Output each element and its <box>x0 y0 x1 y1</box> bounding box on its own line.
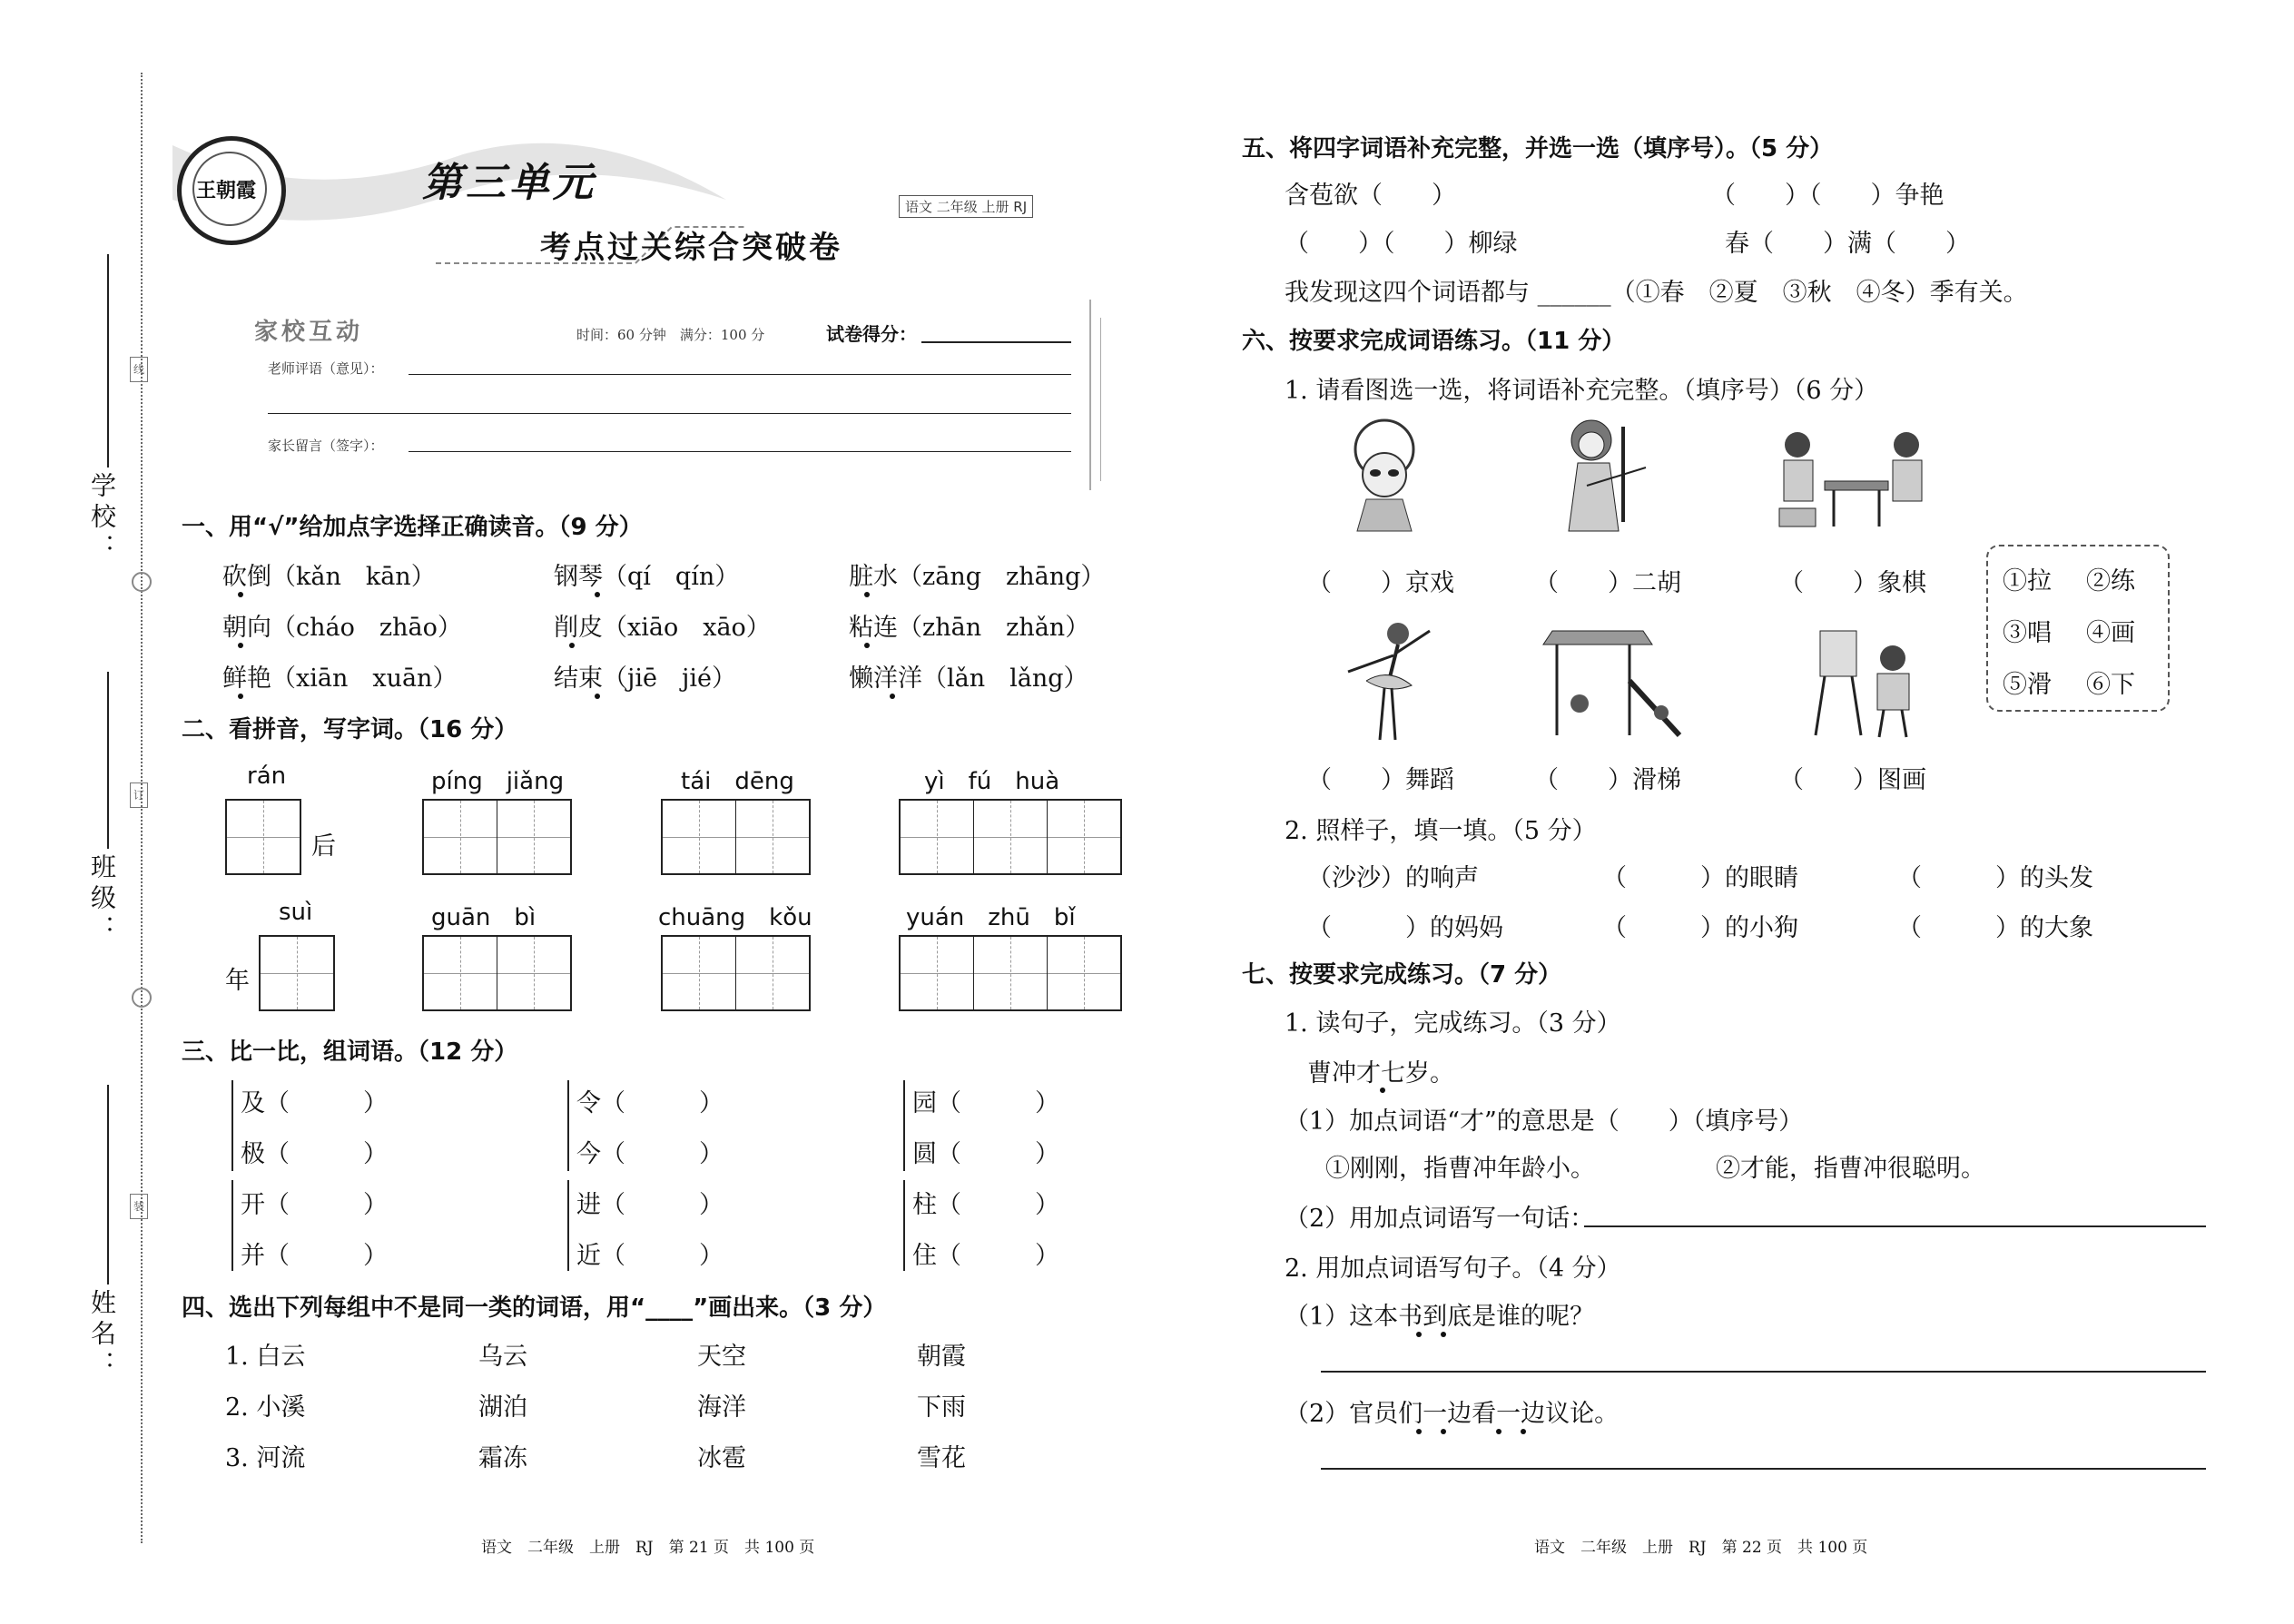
idiom-blank[interactable]: （ ）（ ）柳绿 <box>1285 230 1518 258</box>
logo-text: 王朝霞 <box>196 179 257 202</box>
binding-margin <box>0 0 145 1624</box>
answer-line[interactable] <box>1321 1371 2206 1373</box>
group-bracket <box>903 1180 905 1271</box>
emphasis-dot <box>1380 1088 1385 1093</box>
pattern-blank[interactable]: （ ）的大象 <box>1897 914 2093 942</box>
pinyin-choice[interactable]: 懒洋洋（lǎn lǎng） <box>849 664 1088 693</box>
option: ⑥下 <box>2086 671 2135 699</box>
teacher-comment-line[interactable] <box>268 413 1071 414</box>
parent-comment-line[interactable] <box>409 451 1071 452</box>
pinyin-choice[interactable]: 砍倒（kǎn kān） <box>222 563 436 591</box>
section-3-title: 三、比一比，组词语。（12 分） <box>182 1038 518 1066</box>
binding-mark-zhuang: 装 <box>130 1194 148 1219</box>
emphasis-dot <box>864 643 870 648</box>
word-blank[interactable]: 近（ ） <box>576 1242 724 1270</box>
ballet-dancer-icon <box>1330 617 1439 744</box>
section-7-title: 七、按要求完成练习。（7 分） <box>1242 961 1562 989</box>
option: ②练 <box>2086 567 2135 595</box>
question-7-1-2: （2）用加点词语写一句话： <box>1285 1205 1595 1233</box>
pinyin-prompt: chuāng kǒu <box>658 904 812 931</box>
grid-prefix: 年 <box>225 967 250 995</box>
writing-grid[interactable] <box>661 935 811 1011</box>
word-blank[interactable]: 及（ ） <box>241 1089 388 1117</box>
word-option[interactable]: 天空 <box>697 1343 746 1371</box>
family-school-heading: 家校互动 <box>254 319 364 346</box>
picture-word-blank[interactable]: （ ）滑梯 <box>1534 766 1681 794</box>
word-blank[interactable]: 并（ ） <box>241 1242 388 1270</box>
question-6-1: 1. 请看图选一选，将词语补充完整。（填序号）（6 分） <box>1285 377 1879 405</box>
word-option[interactable]: 1. 白云 <box>225 1343 306 1371</box>
divider <box>1089 300 1091 490</box>
pinyin-prompt: guān bì <box>431 904 537 931</box>
divider <box>1100 318 1101 481</box>
word-blank[interactable]: 今（ ） <box>576 1140 724 1168</box>
word-option[interactable]: 海洋 <box>697 1393 746 1422</box>
emphasis-dot <box>595 592 600 597</box>
unit-title: 第三单元 <box>422 160 596 206</box>
emphasis-dot <box>1416 1429 1422 1434</box>
binding-mark-ding: 订 <box>130 782 148 808</box>
pinyin-choice[interactable]: 粘连（zhān zhǎn） <box>849 614 1090 642</box>
cut-line <box>141 73 143 1543</box>
question-7-2-2: （2）官员们一边看一边议论。 <box>1285 1400 1620 1428</box>
word-option[interactable]: 下雨 <box>917 1393 966 1422</box>
word-option[interactable]: 朝霞 <box>917 1343 966 1371</box>
word-blank[interactable]: 圆（ ） <box>912 1140 1059 1168</box>
pinyin-prompt: tái dēng <box>681 768 794 795</box>
word-option[interactable]: 雪花 <box>917 1444 966 1472</box>
option: ⑤滑 <box>2003 671 2052 699</box>
group-bracket <box>567 1080 569 1171</box>
class-field[interactable] <box>107 672 109 849</box>
pinyin-prompt: píng jiǎng <box>431 768 565 795</box>
emphasis-dot <box>238 592 243 597</box>
writing-grid[interactable] <box>899 935 1122 1011</box>
example-sentence: 曹冲才七岁。 <box>1307 1059 1454 1088</box>
idiom-blank[interactable]: 春（ ）满（ ） <box>1725 230 1970 258</box>
writing-grid[interactable] <box>225 799 301 875</box>
idiom-blank[interactable]: （ ）（ ）争艳 <box>1711 182 1944 210</box>
pattern-blank[interactable]: （ ）的头发 <box>1897 864 2093 892</box>
answer-line[interactable] <box>1321 1468 2206 1470</box>
word-option[interactable]: 3. 河流 <box>225 1444 306 1472</box>
section-1-title: 一、用“√”给加点字选择正确读音。（9 分） <box>182 514 643 541</box>
picture-word-blank[interactable]: （ ）象棋 <box>1779 569 1926 597</box>
parent-comment-label: 家长留言（签字）： <box>268 438 384 454</box>
emphasis-dot <box>569 643 575 648</box>
picture-word-blank[interactable]: （ ）图画 <box>1779 766 1926 794</box>
picture-word-blank[interactable]: （ ）舞蹈 <box>1307 766 1454 794</box>
option: ④画 <box>2086 619 2135 647</box>
school-field[interactable] <box>107 254 109 468</box>
option: ③唱 <box>2003 619 2052 647</box>
emphasis-dot <box>890 694 895 699</box>
emphasis-dot <box>1416 1332 1422 1337</box>
word-blank[interactable]: 极（ ） <box>241 1140 388 1168</box>
word-blank[interactable]: 令（ ） <box>576 1089 724 1117</box>
opera-mask-icon <box>1330 413 1439 536</box>
section-4-title: 四、选出下列每组中不是同一类的词语，用“____”画出来。（3 分） <box>182 1294 887 1322</box>
picture-word-blank[interactable]: （ ）二胡 <box>1534 569 1681 597</box>
page-footer-right: 语文 二年级 上册 RJ 第 22 页 共 100 页 <box>1534 1539 1868 1557</box>
name-field[interactable] <box>107 1085 109 1284</box>
writing-grid[interactable] <box>259 935 335 1011</box>
time-score-info: 时间：60 分钟 满分：100 分 <box>576 327 765 343</box>
pinyin-prompt: rán <box>247 763 287 790</box>
pinyin-choice[interactable]: 鲜艳（xiān xuān） <box>222 664 458 693</box>
punch-hole-icon <box>132 572 152 592</box>
emphasis-dot <box>1521 1429 1526 1434</box>
school-label: 学校： <box>87 472 117 565</box>
picture-word-blank[interactable]: （ ）京戏 <box>1307 569 1454 597</box>
answer-line[interactable] <box>1584 1225 2206 1227</box>
page-title: 考点过关综合突破卷 <box>540 230 842 266</box>
word-blank[interactable]: 住（ ） <box>912 1242 1059 1270</box>
group-bracket <box>567 1180 569 1271</box>
pinyin-choice[interactable]: 钢琴（qí qín） <box>554 563 740 591</box>
writing-grid[interactable] <box>422 935 572 1011</box>
group-bracket <box>903 1080 905 1171</box>
teacher-comment-line[interactable] <box>409 374 1071 375</box>
season-question[interactable]: 我发现这四个词语都与 ______（①春 ②夏 ③秋 ④冬）季有关。 <box>1285 279 2028 307</box>
binding-mark-xian: 线 <box>130 357 148 382</box>
score-label: 试卷得分： <box>826 323 917 345</box>
group-bracket <box>231 1080 233 1171</box>
emphasis-dot <box>1496 1429 1501 1434</box>
class-label: 班级： <box>87 853 117 946</box>
page-footer-left: 语文 二年级 上册 RJ 第 21 页 共 100 页 <box>481 1539 815 1557</box>
pinyin-choice[interactable]: 朝向（cháo zhāo） <box>222 614 462 642</box>
edition-tag: 语文 二年级 上册 RJ <box>899 195 1033 218</box>
emphasis-dot <box>1441 1429 1446 1434</box>
question-7-1: 1. 读句子，完成练习。（3 分） <box>1285 1009 1621 1038</box>
pattern-blank[interactable]: （ ）的眼睛 <box>1602 864 1798 892</box>
word-blank[interactable]: 开（ ） <box>241 1191 388 1219</box>
pinyin-choice[interactable]: 脏水（zāng zhāng） <box>849 563 1106 591</box>
word-blank[interactable]: 柱（ ） <box>912 1191 1059 1219</box>
question-6-2: 2. 照样子，填一填。（5 分） <box>1285 817 1597 845</box>
word-blank[interactable]: 进（ ） <box>576 1191 724 1219</box>
question-7-1-1[interactable]: （1）加点词语“才”的意思是（ ）（填序号） <box>1285 1107 1804 1136</box>
erhu-player-icon <box>1551 413 1650 536</box>
pinyin-prompt: suì <box>279 899 313 926</box>
pattern-blank[interactable]: （ ）的妈妈 <box>1307 914 1503 942</box>
word-option[interactable]: 乌云 <box>478 1343 527 1371</box>
emphasis-dot <box>238 694 243 699</box>
question-7-2-1: （1）这本书到底是谁的呢？ <box>1285 1303 1595 1331</box>
word-option[interactable]: 2. 小溪 <box>225 1393 306 1422</box>
section-6-title: 六、按要求完成词语练习。（11 分） <box>1242 328 1626 355</box>
pinyin-choice[interactable]: 结束（jiē jié） <box>554 664 736 693</box>
name-label: 姓名： <box>87 1289 117 1382</box>
word-blank[interactable]: 园（ ） <box>912 1089 1059 1117</box>
word-option[interactable]: 霜冻 <box>478 1444 527 1472</box>
word-option[interactable]: 冰雹 <box>697 1444 746 1472</box>
punch-hole-icon <box>132 988 152 1008</box>
slide-icon <box>1534 626 1689 744</box>
section-2-title: 二、看拼音，写字词。（16 分） <box>182 716 518 743</box>
emphasis-dot <box>864 592 870 597</box>
group-bracket <box>231 1180 233 1271</box>
pinyin-choice[interactable]: 削皮（xiāo xāo） <box>554 614 771 642</box>
writing-grid[interactable] <box>661 799 811 875</box>
teacher-comment-label: 老师评语（意见）： <box>268 360 384 377</box>
idiom-blank[interactable]: 含苞欲（ ） <box>1285 182 1456 210</box>
option: ①拉 <box>2003 567 2052 595</box>
pinyin-prompt: yì fú huà <box>924 768 1060 795</box>
score-field[interactable] <box>921 341 1071 343</box>
painter-icon <box>1807 617 1929 744</box>
grid-suffix: 后 <box>311 832 336 861</box>
pattern-blank[interactable]: （沙沙）的响声 <box>1307 864 1479 892</box>
options-box <box>1986 545 2170 712</box>
logo-icon <box>177 136 286 245</box>
choice-option[interactable]: ①刚刚，指曹冲年龄小。 <box>1325 1155 1595 1183</box>
writing-grid[interactable] <box>899 799 1122 875</box>
emphasis-dot <box>238 643 243 648</box>
chess-players-icon <box>1770 422 1938 536</box>
emphasis-dot <box>1441 1332 1446 1337</box>
writing-grid[interactable] <box>422 799 572 875</box>
pattern-blank[interactable]: （ ）的小狗 <box>1602 914 1798 942</box>
section-5-title: 五、将四字词语补充完整，并选一选（填序号）。（5 分） <box>1242 135 1834 162</box>
choice-option[interactable]: ②才能，指曹冲很聪明。 <box>1716 1155 1985 1183</box>
word-option[interactable]: 湖泊 <box>478 1393 527 1422</box>
question-7-2: 2. 用加点词语写句子。（4 分） <box>1285 1255 1621 1283</box>
emphasis-dot <box>595 694 600 699</box>
pinyin-prompt: yuán zhū bǐ <box>906 904 1076 931</box>
